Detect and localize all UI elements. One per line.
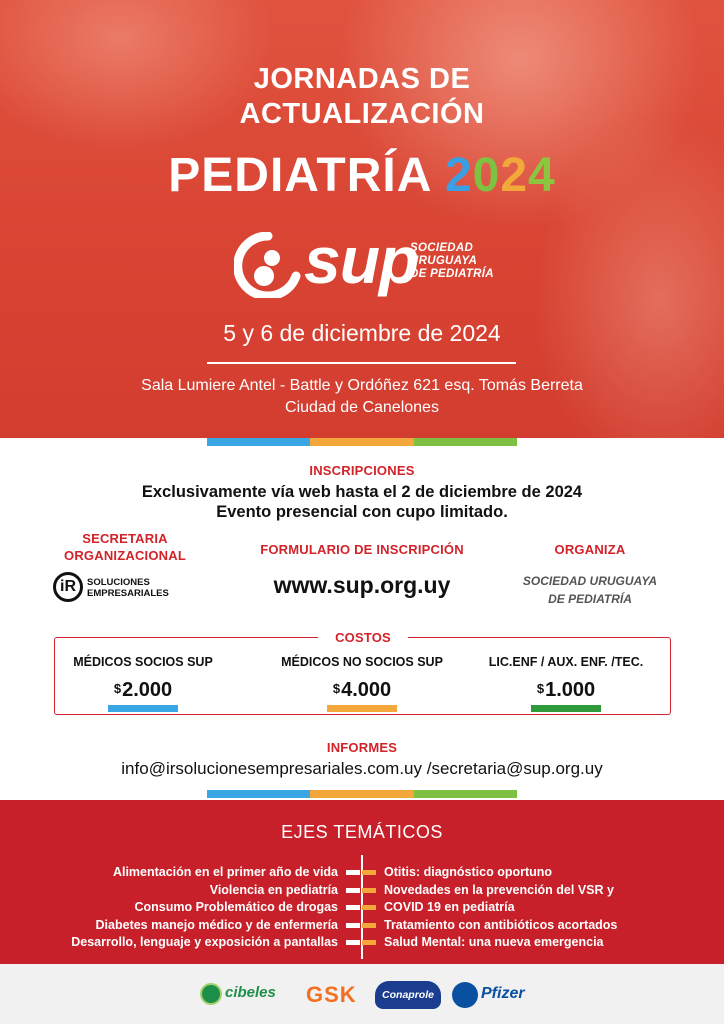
strip-segment-orange: [310, 438, 413, 446]
topic-item: Violencia en pediatría: [20, 882, 362, 900]
ejes-tematicos-panel: [0, 800, 724, 964]
event-title-word: PEDIATRÍA: [168, 149, 431, 202]
informes-title: INFORMES: [326, 740, 398, 755]
color-strip-bottom: [207, 790, 517, 798]
cost-item: [466, 655, 666, 712]
sup-logo-subtitle: [410, 242, 494, 281]
ejes-right-list: [360, 864, 704, 952]
topic-item: Diabetes manejo médico y de enfermería: [20, 917, 362, 935]
ejes-title: EJES TEMÁTICOS: [281, 822, 443, 842]
cost-price: [262, 679, 462, 702]
topic-item: Tratamiento con antibióticos acortados: [360, 917, 704, 935]
ejes-left-list: [20, 864, 362, 952]
organizer-name-line: DE PEDIATRÍA: [548, 592, 632, 606]
topic-item: Salud Mental: una nueva emergencia: [360, 934, 704, 952]
pfizer-mark-icon: [452, 982, 478, 1008]
currency-symbol: $: [113, 681, 122, 696]
event-year: [445, 149, 556, 202]
ir-soluciones-logo: [53, 572, 193, 604]
price-value: 4.000: [341, 679, 392, 701]
secretaria-title: [40, 530, 210, 564]
price-value: 2.000: [122, 679, 173, 701]
cibeles-mark-icon: [200, 983, 222, 1005]
topic-item: Novedades en la prevención del VSR y: [360, 882, 704, 900]
cost-price: [466, 679, 666, 702]
inscripciones-note: Evento presencial con cupo limitado.: [216, 503, 508, 521]
ir-logo-text: [87, 577, 169, 599]
topic-item: COVID 19 en pediatría: [360, 899, 704, 917]
year-digit: 0: [472, 149, 501, 202]
ir-logo-line: SOLUCIONES: [87, 577, 150, 588]
cost-price: [43, 679, 243, 702]
cost-label: MÉDICOS SOCIOS SUP: [73, 655, 213, 669]
organizer-name-line: SOCIEDAD URUGUAYA: [522, 574, 658, 588]
event-title: [0, 148, 724, 203]
secretaria-title-line: SECRETARIA: [82, 531, 168, 546]
conaprole-logo: Conaprole: [375, 981, 441, 1009]
sup-logo-sub-line: URUGUAYA: [410, 255, 478, 267]
price-value: 1.000: [545, 679, 596, 701]
sup-logo-sub-line: SOCIEDAD: [410, 242, 474, 254]
cost-label: LIC.ENF / AUX. ENF. /TEC.: [488, 655, 644, 669]
topic-item: Alimentación en el primer año de vida: [20, 864, 362, 882]
costs-title: COSTOS: [318, 630, 408, 645]
strip-segment-blue: [207, 438, 310, 446]
contact-emails[interactable]: info@irsolucionesempresariales.com.uy /secretaria@sup.org.uy: [121, 759, 603, 778]
currency-symbol: $: [536, 681, 545, 696]
strip-segment-blue: [207, 790, 310, 798]
year-digit: 2: [500, 149, 529, 202]
topic-item: Otitis: diagnóstico oportuno: [360, 864, 704, 882]
topic-item: Desarrollo, lenguaje y exposición a pantallas: [20, 934, 362, 952]
cibeles-wordmark: cibeles: [225, 984, 276, 1001]
gsk-logo: GSK: [306, 982, 357, 1007]
organizer-name: [510, 572, 670, 608]
cost-label: MÉDICOS NO SOCIOS SUP: [281, 655, 443, 669]
sup-logo: [234, 223, 504, 302]
pfizer-wordmark: Pfizer: [481, 985, 525, 1002]
strip-segment-orange: [310, 790, 413, 798]
inscripciones-text: Exclusivamente vía web hasta el 2 de diciembre de 2024: [141, 483, 583, 501]
strip-segment-green: [414, 438, 517, 446]
pfizer-logo: [452, 982, 526, 1008]
cost-item: [262, 655, 462, 712]
year-digit: 2: [444, 149, 473, 202]
registration-url-link[interactable]: www.sup.org.uy: [273, 572, 451, 598]
currency-symbol: $: [332, 681, 341, 696]
sup-logo-sub-line: DE PEDIATRÍA: [410, 268, 494, 280]
year-digit: 4: [528, 149, 556, 202]
sponsors-bar: [0, 964, 724, 1024]
cost-bar-green: [531, 705, 601, 712]
organiza-title: ORGANIZA: [554, 542, 626, 557]
secretaria-title-line: ORGANIZACIONAL: [64, 548, 186, 563]
hero-title-line2: ACTUALIZACIÓN: [239, 98, 485, 130]
hero-banner: [0, 0, 724, 438]
cibeles-logo: [200, 982, 292, 1008]
strip-segment-green: [414, 790, 517, 798]
event-date: 5 y 6 de diciembre de 2024: [223, 320, 501, 346]
sup-mother-child-icon: [234, 232, 302, 298]
inscripciones-title: INSCRIPCIONES: [309, 463, 415, 478]
hero-divider: [207, 362, 516, 364]
ir-logo-mark: iR: [53, 572, 83, 602]
cost-bar-orange: [327, 705, 397, 712]
sup-logo-word: sup: [304, 223, 419, 297]
ir-logo-line: EMPRESARIALES: [87, 588, 169, 599]
topic-item: Consumo Problemático de drogas: [20, 899, 362, 917]
event-venue: Sala Lumiere Antel - Battle y Ordóñez 621 esq. Tomás Berreta: [141, 377, 583, 394]
color-strip-top: [207, 438, 517, 446]
formulario-title: FORMULARIO DE INSCRIPCIÓN: [260, 542, 464, 557]
hero-title-line1: JORNADAS DE: [253, 63, 471, 95]
cost-item: [43, 655, 243, 712]
cost-bar-blue: [108, 705, 178, 712]
event-city: Ciudad de Canelones: [285, 399, 439, 416]
